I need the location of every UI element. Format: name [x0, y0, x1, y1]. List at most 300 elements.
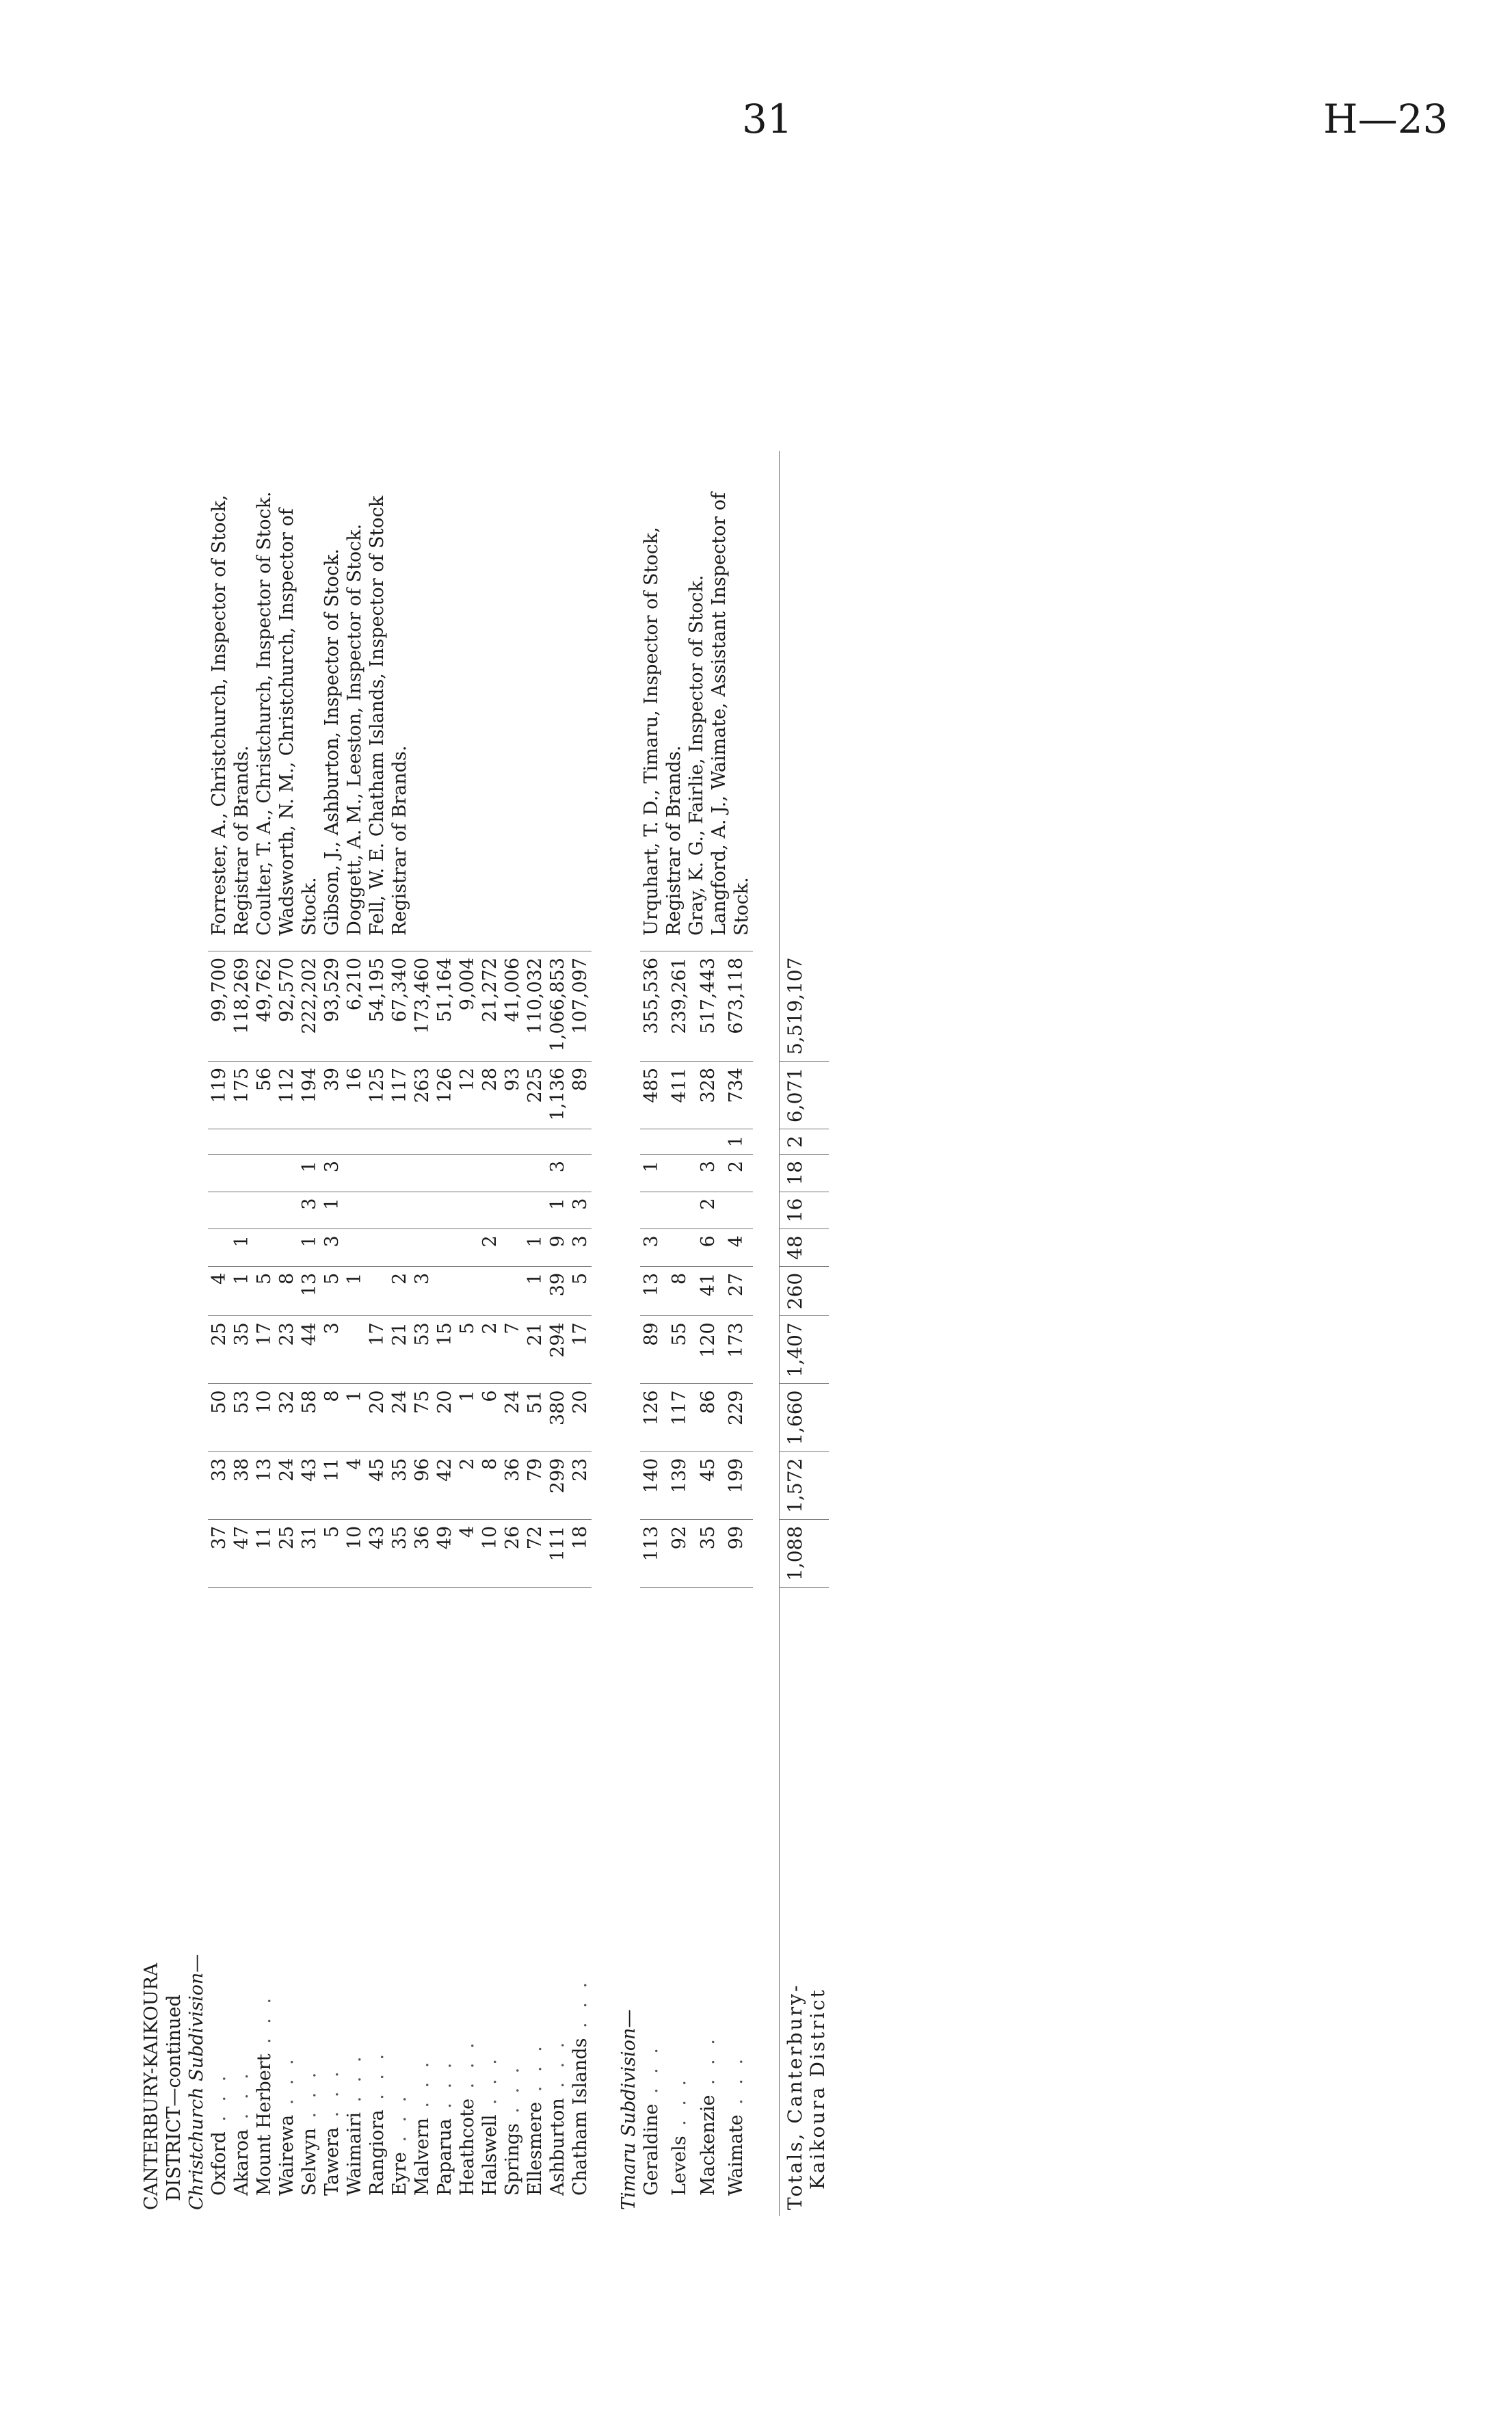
total-col-5: 260 [780, 1266, 830, 1315]
cell-col-7: 3 [298, 1192, 321, 1229]
cell-col-1: 26 [501, 1519, 524, 1587]
cell-col-3: 53 [230, 1384, 253, 1451]
cell-col-3: 32 [276, 1384, 298, 1451]
cell-col-3: 126 [640, 1384, 668, 1451]
cell-col-8: 1 [298, 1154, 321, 1192]
inspector-entry: Coulter, T. A., Christchurch, Inspector of Stock. [254, 491, 275, 936]
cell-col-1: 36 [411, 1519, 434, 1587]
cell-col-3: 1 [343, 1384, 366, 1451]
cell-col-11: 93,529 [321, 951, 343, 1061]
cell-col-10: 734 [725, 1061, 753, 1129]
inspector-entry: Langford, A. J., Waimate, Assistant Inspector of Stock. [708, 492, 752, 936]
cell-col-2: 45 [366, 1451, 388, 1519]
cell-col-3: 1 [456, 1384, 479, 1451]
leader-dots: . . . [276, 2055, 297, 2115]
spacer-row [753, 451, 780, 2216]
cell-col-6: 3 [569, 1229, 592, 1267]
paper-number: H—23 [1323, 96, 1448, 142]
leader-dots: . . . [389, 2092, 410, 2153]
cell-col-8 [524, 1154, 546, 1192]
cell-col-8 [253, 1154, 276, 1192]
cell-col-6: 3 [321, 1229, 343, 1267]
cell-col-8: 2 [725, 1154, 753, 1192]
cell-col-9 [298, 1129, 321, 1155]
inspector-entry: Urquhart, T. D., Timaru, Inspector of Stock, Registrar of Brands. [641, 527, 685, 936]
district-name: Chatham Islands . . . [570, 1978, 591, 2196]
total-col-3: 1,660 [780, 1384, 830, 1451]
leader-dots: . . . [725, 2054, 747, 2115]
district-name: Halswell . . . [479, 2055, 501, 2196]
cell-col-4: 15 [434, 1316, 456, 1384]
cell-col-3: 117 [668, 1384, 696, 1451]
cell-col-6 [411, 1229, 434, 1267]
timaru-heading-row [618, 451, 640, 2216]
table-row [640, 451, 668, 2216]
district-name: Geraldine . . . [641, 2044, 662, 2196]
cell-col-3: 6 [479, 1384, 501, 1451]
cell-col-4: 17 [569, 1316, 592, 1384]
cell-col-7 [725, 1192, 753, 1229]
cell-col-7: 2 [697, 1192, 725, 1229]
leader-dots: . . . [231, 2069, 252, 2129]
total-col-2: 1,572 [780, 1451, 830, 1519]
cell-col-2: 11 [321, 1451, 343, 1519]
cell-col-11: 673,118 [725, 951, 753, 1061]
inspector-entry: Gibson, J., Ashburton, Inspector of Stock. [321, 548, 343, 936]
cell-col-1: 49 [434, 1519, 456, 1587]
cell-col-1: 18 [569, 1519, 592, 1587]
district-title: CANTERBURY-KAIKOURA [141, 1962, 162, 2210]
district-name: Ellesmere . . . [525, 2042, 546, 2196]
cell-col-3: 51 [524, 1384, 546, 1451]
cell-col-1: 72 [524, 1519, 546, 1587]
cell-col-8 [479, 1154, 501, 1192]
inspector-entry: Forrester, A., Christchurch, Inspector of Stock, Registrar of Brands. [209, 495, 252, 936]
cell-col-9 [668, 1129, 696, 1155]
total-col-10: 6,071 [780, 1061, 830, 1129]
cell-col-10: 485 [640, 1061, 668, 1129]
stock-returns-table [140, 451, 829, 2216]
cell-col-10: 39 [321, 1061, 343, 1129]
cell-col-6: 9 [546, 1229, 569, 1267]
cell-col-11: 118,269 [230, 951, 253, 1061]
cell-col-2: 299 [546, 1451, 569, 1519]
district-name: Wairewa . . . [276, 2055, 297, 2196]
cell-col-2: 13 [253, 1451, 276, 1519]
cell-col-4: 173 [725, 1316, 753, 1384]
cell-col-9 [697, 1129, 725, 1155]
cell-col-8 [343, 1154, 366, 1192]
totals-row [780, 451, 830, 2216]
cell-col-8 [276, 1154, 298, 1192]
cell-col-5: 41 [697, 1266, 725, 1315]
cell-col-3: 24 [388, 1384, 411, 1451]
spacer-row [592, 451, 618, 2216]
cell-col-5: 1 [230, 1266, 253, 1315]
cell-col-10: 28 [479, 1061, 501, 1129]
cell-col-1: 10 [479, 1519, 501, 1587]
cell-col-5: 8 [276, 1266, 298, 1315]
leader-dots: . . . [209, 2071, 230, 2132]
inspector-entry: Wadsworth, N. M., Christchurch, Inspector of Stock. [276, 508, 320, 936]
rotated-table-region [140, 219, 1440, 2216]
leader-dots: . . . [321, 2067, 343, 2127]
cell-col-4: 89 [640, 1316, 668, 1384]
cell-col-7: 3 [569, 1192, 592, 1229]
cell-col-7 [253, 1192, 276, 1229]
leader-dots: . . . [434, 2058, 455, 2119]
cell-col-3: 50 [208, 1384, 230, 1451]
cell-col-11: 222,202 [298, 951, 321, 1061]
cell-col-6: 1 [524, 1229, 546, 1267]
cell-col-7 [388, 1192, 411, 1229]
cell-col-1: 5 [321, 1519, 343, 1587]
cell-col-10: 263 [411, 1061, 434, 1129]
cell-col-9 [321, 1129, 343, 1155]
christchurch-heading-row [185, 451, 208, 2216]
cell-col-9 [343, 1129, 366, 1155]
cell-col-2: 2 [456, 1451, 479, 1519]
cell-col-11: 51,164 [434, 951, 456, 1061]
cell-col-4: 21 [524, 1316, 546, 1384]
cell-col-2: 8 [479, 1451, 501, 1519]
cell-col-10: 12 [456, 1061, 479, 1129]
cell-col-6 [456, 1229, 479, 1267]
cell-col-5 [434, 1266, 456, 1315]
cell-col-5 [501, 1266, 524, 1315]
cell-col-11: 173,460 [411, 951, 434, 1061]
cell-col-5: 13 [298, 1266, 321, 1315]
cell-col-10: 328 [697, 1061, 725, 1129]
page-number: 31 [742, 96, 793, 142]
leader-dots: . . . [299, 2068, 320, 2129]
cell-col-9 [411, 1129, 434, 1155]
district-name: Oxford . . . [209, 2071, 230, 2196]
cell-col-1: 99 [725, 1519, 753, 1587]
cell-col-6 [343, 1229, 366, 1267]
cell-col-11: 517,443 [697, 951, 725, 1061]
district-name: Akaroa . . . [231, 2069, 252, 2196]
district-title-row [140, 451, 163, 2216]
cell-col-10: 125 [366, 1061, 388, 1129]
leader-dots: . . . [525, 2042, 546, 2102]
leader-dots: . . . [457, 2038, 478, 2099]
cell-col-2: 43 [298, 1451, 321, 1519]
cell-col-10: 16 [343, 1061, 366, 1129]
cell-col-1: 11 [253, 1519, 276, 1587]
cell-col-5: 3 [411, 1266, 434, 1315]
cell-col-6: 1 [230, 1229, 253, 1267]
cell-col-8 [668, 1154, 696, 1192]
cell-col-6: 1 [298, 1229, 321, 1267]
cell-col-4 [343, 1316, 366, 1384]
district-name: Tawera . . . [321, 2067, 343, 2196]
cell-col-8 [230, 1154, 253, 1192]
cell-col-11: 355,536 [640, 951, 668, 1061]
cell-col-11: 1,066,853 [546, 951, 569, 1061]
cell-col-2: 4 [343, 1451, 366, 1519]
cell-col-11: 21,272 [479, 951, 501, 1061]
cell-col-2: 24 [276, 1451, 298, 1519]
leader-dots: . . . [669, 2075, 691, 2136]
cell-col-8 [411, 1154, 434, 1192]
cell-col-1: 43 [366, 1519, 388, 1587]
inspector-entry: Fell, W. E. Chatham Islands, Inspector of Stock Registrar of Brands. [367, 495, 410, 936]
total-col-1: 1,088 [780, 1519, 830, 1587]
cell-col-5: 1 [524, 1266, 546, 1315]
cell-col-9 [253, 1129, 276, 1155]
district-name: Rangiora . . . [367, 2049, 388, 2196]
cell-col-3: 8 [321, 1384, 343, 1451]
cell-col-9 [569, 1129, 592, 1155]
district-name: Ashburton . . . [547, 2038, 568, 2196]
district-name: Mackenzie . . . [697, 2035, 719, 2196]
cell-col-7 [640, 1192, 668, 1229]
cell-col-3: 24 [501, 1384, 524, 1451]
cell-col-6: 6 [697, 1229, 725, 1267]
cell-col-1: 47 [230, 1519, 253, 1587]
cell-col-5: 13 [640, 1266, 668, 1315]
cell-col-5 [456, 1266, 479, 1315]
christchurch-heading: Christchurch Subdivision— [186, 1954, 207, 2210]
cell-col-5: 39 [546, 1266, 569, 1315]
cell-col-3: 10 [253, 1384, 276, 1451]
cell-col-1: 31 [298, 1519, 321, 1587]
district-name: Mount Herbert . . . [254, 1993, 275, 2196]
cell-col-5 [366, 1266, 388, 1315]
cell-col-7 [276, 1192, 298, 1229]
cell-col-7 [230, 1192, 253, 1229]
district-name: Waimate . . . [725, 2054, 747, 2196]
totals-label-line2: Kaikoura District [806, 1988, 829, 2190]
cell-col-8 [434, 1154, 456, 1192]
cell-col-10: 194 [298, 1061, 321, 1129]
cell-col-6 [388, 1229, 411, 1267]
cell-col-3: 20 [569, 1384, 592, 1451]
cell-col-4: 23 [276, 1316, 298, 1384]
timaru-inspectors [640, 451, 753, 951]
cell-col-5: 1 [343, 1266, 366, 1315]
cell-col-4: 44 [298, 1316, 321, 1384]
cell-col-2: 139 [668, 1451, 696, 1519]
cell-col-7 [524, 1192, 546, 1229]
cell-col-11: 9,004 [456, 951, 479, 1061]
total-col-11: 5,519,107 [780, 951, 830, 1061]
cell-col-11: 54,195 [366, 951, 388, 1061]
cell-col-5: 27 [725, 1266, 753, 1315]
cell-col-1: 4 [456, 1519, 479, 1587]
cell-col-9 [501, 1129, 524, 1155]
cell-col-9 [640, 1129, 668, 1155]
cell-col-8 [456, 1154, 479, 1192]
cell-col-9 [524, 1129, 546, 1155]
cell-col-11: 239,261 [668, 951, 696, 1061]
cell-col-3: 20 [434, 1384, 456, 1451]
leader-dots: . . . [697, 2035, 719, 2095]
cell-col-7 [366, 1192, 388, 1229]
cell-col-9 [479, 1129, 501, 1155]
cell-col-10: 89 [569, 1061, 592, 1129]
cell-col-7 [668, 1192, 696, 1229]
totals-blank [780, 451, 830, 951]
cell-col-8: 1 [640, 1154, 668, 1192]
leader-dots: . . . [547, 2038, 568, 2099]
district-name: Levels . . . [669, 2075, 691, 2196]
cell-col-10: 117 [388, 1061, 411, 1129]
cell-col-5: 4 [208, 1266, 230, 1315]
cell-col-9 [456, 1129, 479, 1155]
cell-col-10: 126 [434, 1061, 456, 1129]
cell-col-4: 5 [456, 1316, 479, 1384]
cell-col-1: 111 [546, 1519, 569, 1587]
cell-col-4: 294 [546, 1316, 569, 1384]
cell-col-5: 5 [253, 1266, 276, 1315]
cell-col-5: 5 [321, 1266, 343, 1315]
cell-col-10: 112 [276, 1061, 298, 1129]
cell-col-4: 120 [697, 1316, 725, 1384]
cell-col-1: 10 [343, 1519, 366, 1587]
cell-col-1: 35 [697, 1519, 725, 1587]
total-col-6: 48 [780, 1229, 830, 1267]
cell-col-4: 3 [321, 1316, 343, 1384]
cell-col-9: 1 [725, 1129, 753, 1155]
cell-col-1: 35 [388, 1519, 411, 1587]
cell-col-3: 58 [298, 1384, 321, 1451]
cell-col-4: 53 [411, 1316, 434, 1384]
cell-col-11: 92,570 [276, 951, 298, 1061]
cell-col-6: 2 [479, 1229, 501, 1267]
cell-col-9 [434, 1129, 456, 1155]
cell-col-4: 7 [501, 1316, 524, 1384]
table-row [208, 451, 230, 2216]
cell-col-6 [208, 1229, 230, 1267]
cell-col-11: 41,006 [501, 951, 524, 1061]
cell-col-4: 25 [208, 1316, 230, 1384]
cell-col-11: 6,210 [343, 951, 366, 1061]
cell-col-9 [276, 1129, 298, 1155]
cell-col-6 [253, 1229, 276, 1267]
cell-col-6: 4 [725, 1229, 753, 1267]
cell-col-7 [479, 1192, 501, 1229]
cell-col-7 [343, 1192, 366, 1229]
cell-col-2: 79 [524, 1451, 546, 1519]
cell-col-10: 93 [501, 1061, 524, 1129]
cell-col-10: 175 [230, 1061, 253, 1129]
cell-col-4: 35 [230, 1316, 253, 1384]
cell-col-8 [366, 1154, 388, 1192]
cell-col-2: 140 [640, 1451, 668, 1519]
cell-col-11: 107,097 [569, 951, 592, 1061]
cell-col-10: 56 [253, 1061, 276, 1129]
cell-col-3: 75 [411, 1384, 434, 1451]
cell-col-2: 35 [388, 1451, 411, 1519]
total-col-7: 16 [780, 1192, 830, 1229]
cell-col-10: 1,136 [546, 1061, 569, 1129]
district-name: Malvern . . . [412, 2058, 433, 2196]
cell-col-9 [546, 1129, 569, 1155]
cell-col-1: 37 [208, 1519, 230, 1587]
cell-col-11: 110,032 [524, 951, 546, 1061]
district-name: Eyre . . . [389, 2092, 410, 2196]
cell-col-5: 5 [569, 1266, 592, 1315]
district-name: Selwyn . . . [299, 2068, 320, 2196]
cell-col-2: 45 [697, 1451, 725, 1519]
cell-col-6 [366, 1229, 388, 1267]
spacer-cell [753, 1588, 780, 2217]
totals-label [780, 1588, 830, 2217]
cell-col-6 [501, 1229, 524, 1267]
cell-col-5 [479, 1266, 501, 1315]
cell-col-7 [434, 1192, 456, 1229]
leader-dots: . . . [367, 2049, 388, 2110]
cell-col-2: 199 [725, 1451, 753, 1519]
leader-dots: . . . [570, 1978, 591, 2038]
cell-col-2: 23 [569, 1451, 592, 1519]
cell-col-9 [388, 1129, 411, 1155]
cell-col-3: 229 [725, 1384, 753, 1451]
inspector-entry: Gray, K. G., Fairlie, Inspector of Stock. [686, 575, 707, 936]
cell-col-4: 2 [479, 1316, 501, 1384]
cell-col-8: 3 [697, 1154, 725, 1192]
cell-col-7 [501, 1192, 524, 1229]
cell-col-6 [434, 1229, 456, 1267]
cell-col-5: 2 [388, 1266, 411, 1315]
cell-col-2: 38 [230, 1451, 253, 1519]
leader-dots: . . . [479, 2055, 501, 2115]
cell-col-2: 36 [501, 1451, 524, 1519]
cell-col-8 [501, 1154, 524, 1192]
spacer-cell [592, 1588, 618, 2217]
cell-col-4: 17 [366, 1316, 388, 1384]
cell-col-2: 96 [411, 1451, 434, 1519]
cell-col-7: 1 [546, 1192, 569, 1229]
cell-col-8 [388, 1154, 411, 1192]
cell-col-9 [208, 1129, 230, 1155]
cell-col-1: 92 [668, 1519, 696, 1587]
cell-col-8: 3 [546, 1154, 569, 1192]
district-name: Heathcote . . . [457, 2038, 478, 2196]
cell-col-7: 1 [321, 1192, 343, 1229]
district-name: Paparua . . . [434, 2058, 455, 2196]
cell-col-4: 21 [388, 1316, 411, 1384]
cell-col-11: 99,700 [208, 951, 230, 1061]
cell-col-11: 49,762 [253, 951, 276, 1061]
cell-col-3: 380 [546, 1384, 569, 1451]
leader-dots: . . . [412, 2058, 433, 2118]
cell-col-4: 17 [253, 1316, 276, 1384]
cell-col-7 [456, 1192, 479, 1229]
cell-col-1: 25 [276, 1519, 298, 1587]
cell-col-5: 8 [668, 1266, 696, 1315]
leader-dots: . . . [344, 2052, 365, 2112]
district-subtitle-row [163, 451, 185, 2216]
cell-col-11: 67,340 [388, 951, 411, 1061]
cell-col-7 [411, 1192, 434, 1229]
total-col-4: 1,407 [780, 1316, 830, 1384]
cell-col-6: 3 [640, 1229, 668, 1267]
district-name: Springs . . . [502, 2063, 523, 2196]
leader-dots: . . . [641, 2044, 662, 2104]
cell-col-10: 119 [208, 1061, 230, 1129]
cell-col-8: 3 [321, 1154, 343, 1192]
district-subtitle: DISTRICT—continued [163, 1995, 185, 2201]
cell-col-3: 20 [366, 1384, 388, 1451]
totals-label-line1: Totals, Canterbury- [784, 1983, 806, 2210]
timaru-heading: Timaru Subdivision— [618, 2009, 639, 2210]
christchurch-inspectors [208, 451, 592, 951]
cell-col-9 [366, 1129, 388, 1155]
cell-col-8 [208, 1154, 230, 1192]
